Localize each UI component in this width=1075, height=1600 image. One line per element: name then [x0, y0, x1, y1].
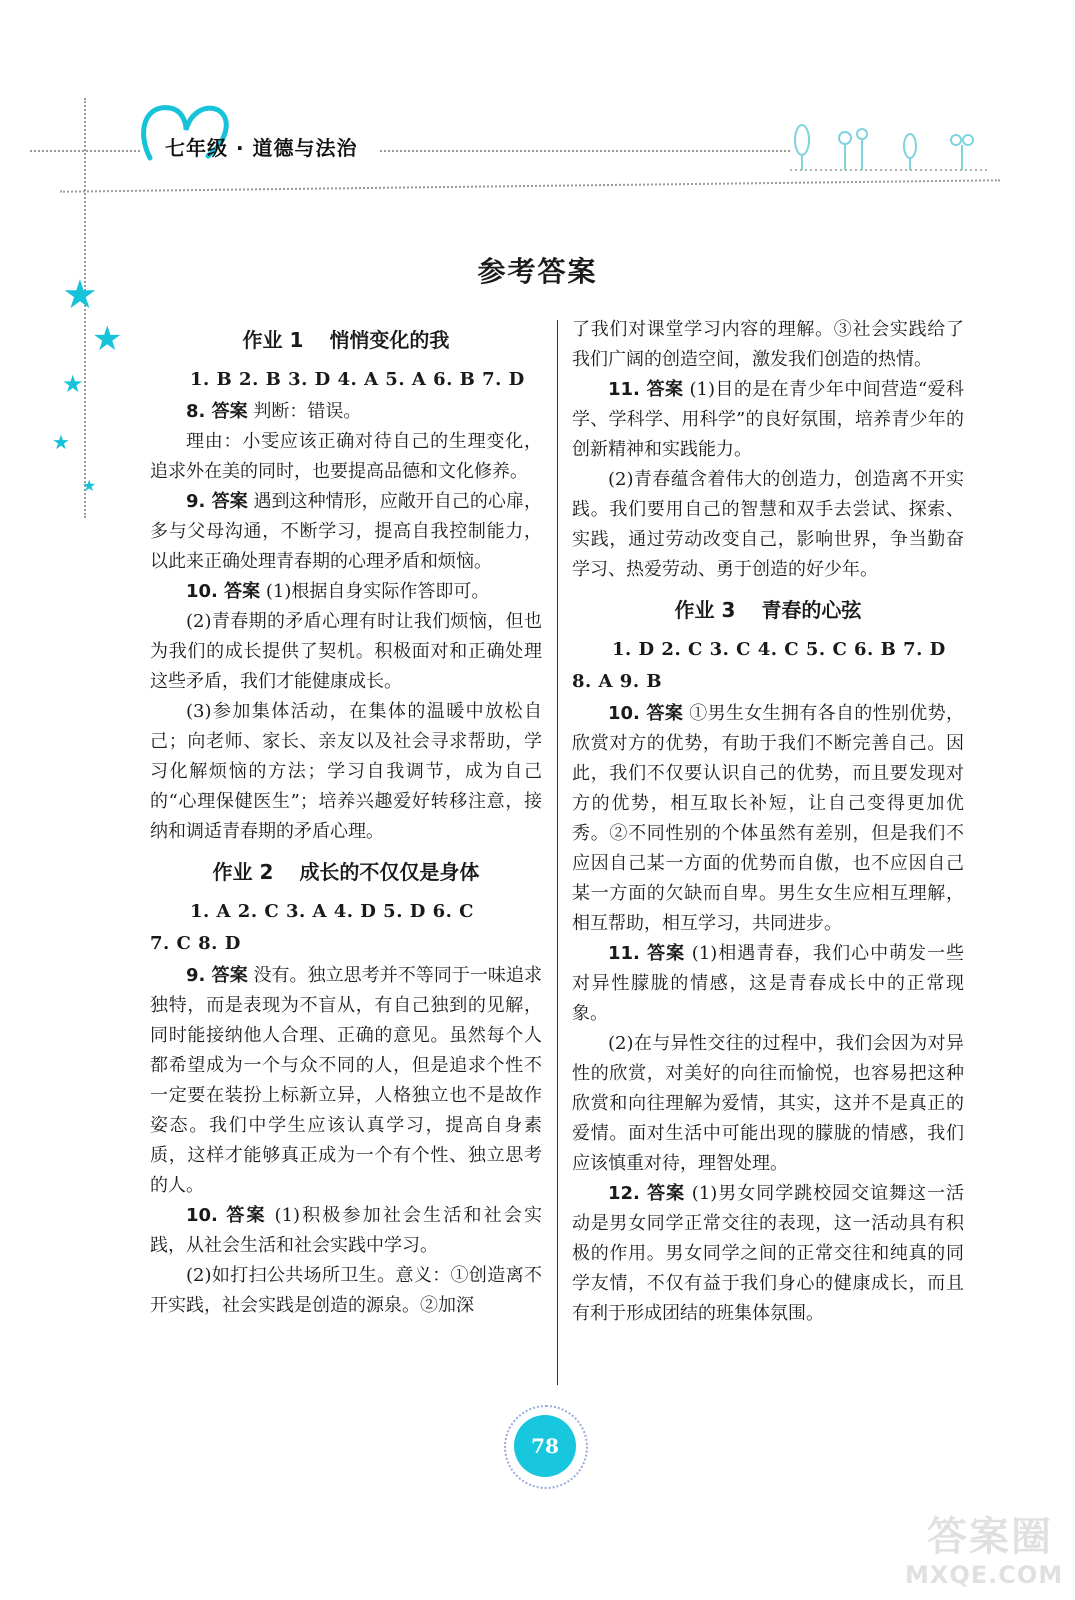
watermark-logo: [905, 1505, 1065, 1595]
choice-answers: 7. C 8. D: [150, 933, 241, 954]
answer-text: (1)目的是在青少年中间营造“爱科学、学科学、用科学”的良好氛围，培养青少年的创新精神和实践能力。: [572, 379, 964, 460]
answer-text: 判断：错误。: [247, 401, 362, 422]
section-number: 作业 1: [242, 328, 304, 352]
answers-right-column: [572, 315, 964, 1329]
page-title: 参考答案: [477, 255, 598, 288]
answer-label: 11. 答案: [608, 943, 686, 964]
star-icon: ★: [62, 370, 84, 398]
star-icon: ★: [52, 430, 70, 454]
answer-paragraph: 理由：小雯应该正确对待自己的生理变化，追求外在美的同时，也要提高品德和文化修养。: [150, 431, 542, 482]
star-icon: ★: [92, 319, 123, 359]
answer-paragraph: (2)青春蕴含着伟大的创造力，创造离不开实践。我们要用自己的智慧和双手去尝试、探索、实践，通过劳动改变自己，影响世界，争当勤奋学习、热爱劳动、勇于创造的好少年。: [572, 469, 964, 580]
answer-label: 9. 答案: [186, 491, 248, 512]
watermark-url: MXQE.COM: [905, 1561, 1064, 1589]
answer-paragraph: [150, 397, 542, 427]
answer-paragraph: (3)参加集体活动，在集体的温暖中放松自己；向老师、家长、亲友以及社会寻求帮助，学习化解烦恼的方法；学习自我调节，成为自己的“心理保健医生”；培养兴趣爱好转移注意，接纳和调适青春期的矛盾心理。: [150, 701, 542, 842]
answer-paragraph: (2)如打扫公共场所卫生。意义：①创造离不开实践，社会实践是创造的源泉。②加深: [150, 1265, 542, 1316]
answer-text: 没有。独立思考并不等同于一味追求独特，而是表现为不盲从，有自己独到的见解，同时能接纳他人合理、正确的意见。虽然每个人都希望成为一个与众不同的人，但是追求个性不一定要在装扮上标新立异，人格独立也不是故作姿态。我们中学生应该认真学习，提高自身素质，这样才能够真正成为一个有个性、独立思考的人。: [150, 965, 542, 1196]
page-number: 78: [514, 1415, 576, 1477]
choice-answers: 1. D 2. C 3. C 4. C 5. C 6. B 7. D: [612, 639, 946, 660]
answer-label: 10. 答案: [186, 1205, 267, 1226]
answer-label: 8. 答案: [186, 401, 248, 422]
answer-label: 12. 答案: [608, 1183, 686, 1204]
answer-paragraph: 了我们对课堂学习内容的理解。③社会实践给了我们广阔的创造空间，激发我们创造的热情。: [572, 319, 964, 370]
answer-label: 9. 答案: [186, 965, 248, 986]
plants-icon: [790, 118, 990, 178]
watermark-text: 答案圈: [927, 1514, 1053, 1560]
answer-label: 11. 答案: [608, 379, 684, 400]
choice-answers: 1. A 2. C 3. A 4. D 5. D 6. C: [190, 901, 474, 922]
answer-paragraph: [572, 699, 964, 939]
star-icon: ★: [62, 272, 98, 318]
answer-paragraph: [572, 939, 964, 1029]
answers-left-column: [150, 315, 542, 1321]
section-title: 悄悄变化的我: [329, 328, 450, 352]
answer-paragraph: [150, 961, 542, 1201]
section-title: 青春的心弦: [761, 598, 862, 622]
section-title: 成长的不仅仅是身体: [299, 860, 480, 884]
answer-paragraph: (2)青春期的矛盾心理有时让我们烦恼，但也为我们的成长提供了契机。积极面对和正确处理这些矛盾，我们才能健康成长。: [150, 611, 542, 692]
answer-paragraph: [150, 577, 542, 607]
header-dotted-line: [60, 179, 1000, 192]
section-number: 作业 2: [212, 860, 274, 884]
star-icon: ★: [82, 476, 97, 495]
answer-paragraph: [150, 1201, 542, 1261]
answer-text: (1)根据自身实际作答即可。: [260, 581, 490, 602]
choice-answers: 1. B 2. B 3. D 4. A 5. A 6. B 7. D: [190, 369, 525, 390]
answer-label: 10. 答案: [186, 581, 261, 602]
section-heading: [150, 855, 542, 889]
answer-text: (1)男女同学跳校园交谊舞这一活动是男女同学正常交往的表现，这一活动具有积极的作用。男女同学之间的正常交往和纯真的同学友情，不仅有益于我们身心的健康成长，而且有利于形成团结的班集体氛围。: [572, 1183, 965, 1324]
answer-text: 遇到这种情形，应敞开自己的心扉，多与父母沟通，不断学习，提高自我控制能力，以此来正确处理青春期的心理矛盾和烦恼。: [150, 491, 542, 572]
answer-text: (1)相遇青春，我们心中萌发一些对异性朦胧的情感，这是青春成长中的正常现象。: [572, 943, 965, 1024]
choice-answers: 8. A 9. B: [572, 671, 663, 692]
section-number: 作业 3: [674, 598, 736, 622]
answer-paragraph: (2)在与异性交往的过程中，我们会因为对异性的欣赏，对美好的向往而愉悦，也容易把这种欣赏和向往理解为爱情，其实，这并不是真正的爱情。面对生活中可能出现的朦胧的情感，我们应该慎重对待，理智处理。: [572, 1033, 964, 1174]
section-heading: [150, 323, 542, 357]
column-divider: [557, 320, 558, 1385]
header-title: 七年级 · 道德与法治: [165, 136, 358, 160]
section-heading: [572, 593, 964, 627]
answer-paragraph: [572, 1179, 964, 1329]
answer-label: 10. 答案: [608, 703, 684, 724]
header-dotted-line: [30, 150, 140, 152]
answer-text: (1)积极参加社会生活和社会实践，从社会生活和社会实践中学习。: [150, 1205, 543, 1256]
answer-paragraph: [150, 487, 542, 577]
header-dotted-line: [380, 150, 790, 152]
answer-text: ①男生女生拥有各自的性别优势，欣赏对方的优势，有助于我们不断完善自己。因此，我们不仅要认识自己的优势，而且要发现对方的优势，相互取长补短，让自己变得更加优秀。②不同性别的个体虽然有差别，但是我们不应因自己某一方面的优势而自傲，也不应因自己某一方面的欠缺而自卑。男生女生应相互理解，相互帮助，相互学习，共同进步。: [572, 703, 964, 934]
answer-paragraph: [572, 375, 964, 465]
